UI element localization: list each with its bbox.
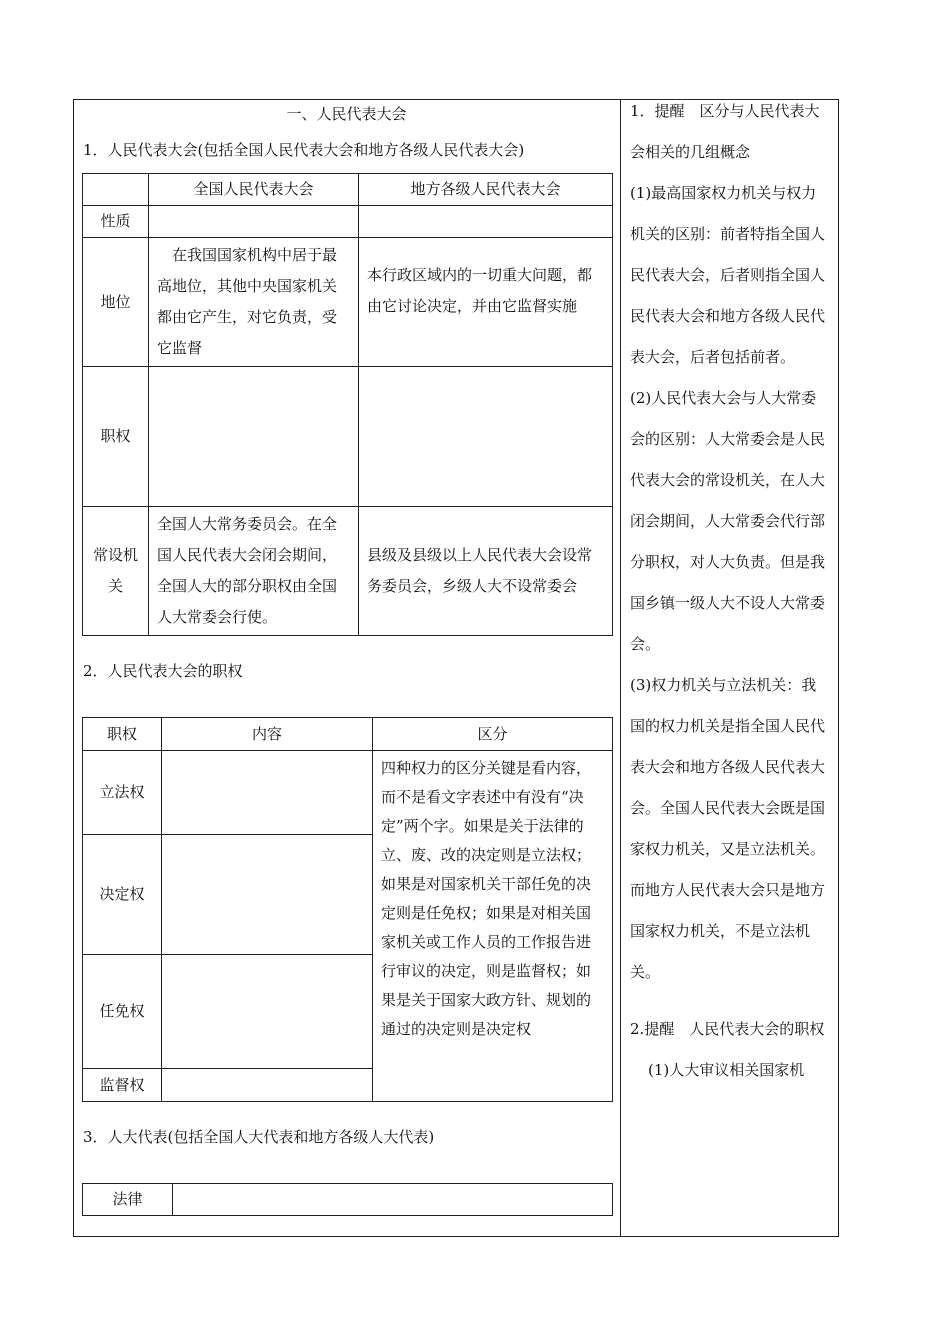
row-label: 性质 — [83, 206, 149, 238]
section-1-title: 1．人民代表大会(包括全国人民代表大会和地方各级人民代表大会) — [83, 141, 525, 159]
table-header-empty — [83, 174, 149, 206]
table-header-difference: 区分 — [373, 718, 613, 751]
table-row — [83, 238, 613, 367]
table-cell — [149, 367, 359, 507]
table-cell — [162, 955, 373, 1069]
table-cell: 本行政区域内的一切重大问题，都由它讨论决定，并由它监督实施 — [359, 238, 613, 367]
tip-1-point-3: (3)权力机关与立法机关：我国的权力机关是指全国人民代表大会和地方各级人民代表大会。全国人民代表大会既是国家权力机关，又是立法机关。而地方人民代表大会只是地方国家权力机关，不是立法机关。 — [630, 676, 826, 981]
tip-1-title: 1．提醒 区分与人民代表大会相关的几组概念 — [630, 102, 820, 161]
table-cell — [173, 1184, 613, 1216]
tip-1-point-1: (1)最高国家权力机关与权力机关的区别：前者特指全国人民代表大会，后者则指全国人民代表大会和地方各级人民代表大会，后者包括前者。 — [630, 184, 826, 366]
table-header-power: 职权 — [83, 718, 162, 751]
deputies-table — [82, 1183, 613, 1216]
table-cell — [162, 1069, 373, 1102]
sidebar-notes — [630, 91, 830, 1091]
column-divider — [620, 99, 621, 1237]
section-2-title: 2．人民代表大会的职权 — [83, 662, 243, 680]
row-label: 立法权 — [83, 751, 162, 835]
section-heading: 一、人民代表大会 — [286, 105, 407, 123]
row-label: 地位 — [83, 238, 149, 367]
table-row — [83, 1184, 613, 1216]
powers-table — [82, 717, 613, 1102]
table-row — [83, 751, 613, 835]
difference-text: 四种权力的区分关键是看内容，而不是看文字表述中有没有“决定”两个字。如果是关于法律的立、废、改的决定则是立法权；如果是对国家机关干部任免的决定则是任免权；如果是对相关国家机关或工作人员的工作报告进行审议的决定，则是监督权；如果是关于国家大政方针、规划的通过的决定则是决定权 — [373, 751, 613, 1102]
table-cell: 全国人大常务委员会。在全国人民代表大会闭会期间，全国人大的部分职权由全国人大常委会行使。 — [149, 507, 359, 636]
row-label: 法律 — [83, 1184, 173, 1216]
tip-2-title: 2.提醒 人民代表大会的职权 — [630, 1020, 825, 1038]
tip-2-point-1: (1)人大审议相关国家机 — [648, 1061, 805, 1079]
row-label: 监督权 — [83, 1069, 162, 1102]
row-label: 常设机关 — [83, 507, 149, 636]
row-label: 职权 — [83, 367, 149, 507]
congress-comparison-table — [82, 173, 613, 636]
table-row — [83, 507, 613, 636]
table-row — [83, 206, 613, 238]
row-label: 任免权 — [83, 955, 162, 1069]
table-cell — [359, 367, 613, 507]
row-label: 决定权 — [83, 835, 162, 955]
table-header-national: 全国人民代表大会 — [149, 174, 359, 206]
table-header-content: 内容 — [162, 718, 373, 751]
table-cell: 在我国国家机构中居于最高地位，其他中央国家机关都由它产生，对它负责，受它监督 — [149, 238, 359, 367]
tip-1-point-2: (2)人民代表大会与人大常委会的区别：人大常委会是人民代表大会的常设机关，在人大闭会期间，人大常委会代行部分职权，对人大负责。但是我国乡镇一级人大不设人大常委会。 — [630, 389, 826, 653]
table-cell — [359, 206, 613, 238]
section-3-title: 3．人大代表(包括全国人大代表和地方各级人大代表) — [83, 1128, 435, 1146]
table-cell — [162, 835, 373, 955]
table-header-local: 地方各级人民代表大会 — [359, 174, 613, 206]
table-cell: 县级及县级以上人民代表大会设常务委员会，乡级人大不设常委会 — [359, 507, 613, 636]
table-cell — [149, 206, 359, 238]
table-cell — [162, 751, 373, 835]
table-row — [83, 367, 613, 507]
